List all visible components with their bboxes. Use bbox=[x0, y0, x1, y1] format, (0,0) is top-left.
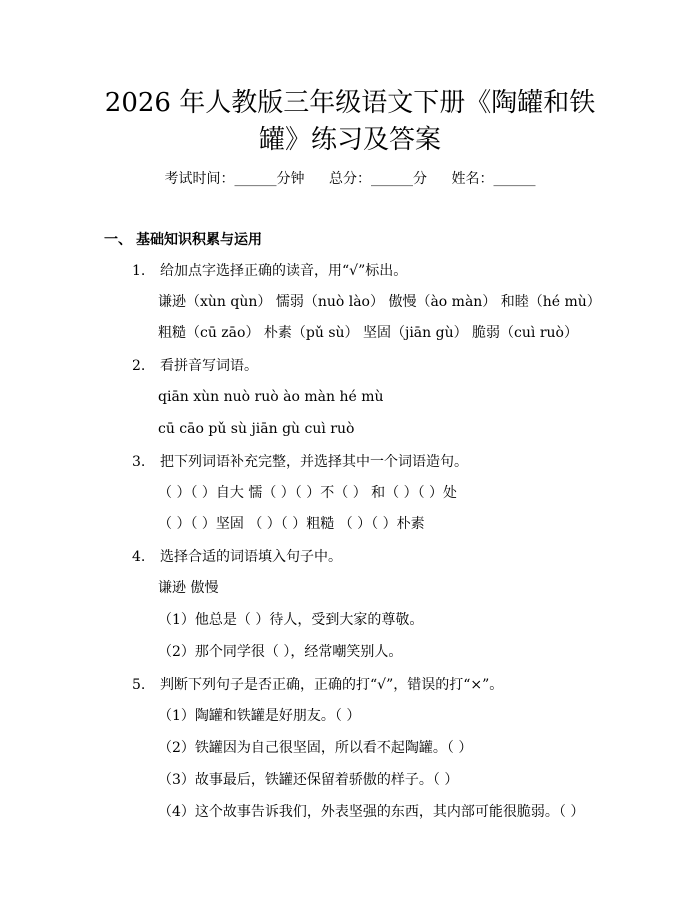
section-1-marker: 一、 bbox=[104, 232, 132, 248]
question-4 bbox=[132, 547, 342, 567]
question-2-number: 2. bbox=[132, 358, 146, 374]
question-2 bbox=[132, 356, 258, 376]
question-3 bbox=[132, 452, 468, 472]
question-5-number: 5. bbox=[132, 677, 146, 693]
exam-meta bbox=[0, 168, 700, 188]
question-4-sentence-1: （1）他总是（ ）待人，受到大家的尊敬。 bbox=[158, 612, 424, 628]
question-3-blanks-row-2: （ ）（ ）坚固 （ ）（ ）粗糙 （ ）（ ）朴素 bbox=[158, 516, 425, 532]
question-5-statement-2: （2）铁罐因为自己很坚固，所以看不起陶罐。（ ） bbox=[158, 740, 473, 756]
question-5-statement-4: （4）这个故事告诉我们，外表坚强的东西，其内部可能很脆弱。（ ） bbox=[158, 804, 585, 820]
question-3-prompt: 把下列词语补充完整，并选择其中一个词语造句。 bbox=[160, 454, 468, 470]
section-1-title: 基础知识积累与运用 bbox=[136, 232, 262, 248]
section-1-heading bbox=[104, 230, 262, 250]
question-3-number: 3. bbox=[132, 454, 146, 470]
question-4-prompt: 选择合适的词语填入句子中。 bbox=[160, 549, 342, 565]
question-1 bbox=[132, 261, 407, 281]
question-5-statement-1: （1）陶罐和铁罐是好朋友。（ ） bbox=[158, 708, 361, 724]
question-2-pinyin-row-2: cū cāo pǔ sù jiān gù cuì ruò bbox=[158, 421, 355, 437]
question-2-prompt: 看拼音写词语。 bbox=[160, 358, 258, 374]
question-4-sentence-2: （2）那个同学很（ ），经常嘲笑别人。 bbox=[158, 644, 403, 660]
student-name: 姓名：______ bbox=[451, 171, 536, 187]
question-5 bbox=[132, 675, 503, 695]
question-1-number: 1. bbox=[132, 263, 146, 279]
document-title-line-1: 2026 年人教版三年级语文下册《陶罐和铁 bbox=[104, 88, 596, 118]
exam-time: 考试时间：______分钟 bbox=[164, 171, 305, 187]
question-1-options-row-2: 粗糙（cū zāo） 朴素（pǔ sù） 坚固（jiān gù） 脆弱（cuì ruò） bbox=[158, 325, 578, 341]
document-title-line-2: 罐》练习及答案 bbox=[258, 125, 441, 155]
question-1-prompt: 给加点字选择正确的读音，用“√”标出。 bbox=[160, 263, 408, 279]
question-4-word-bank: 谦逊 傲慢 bbox=[158, 580, 219, 596]
question-5-statement-3: （3）故事最后，铁罐还保留着骄傲的样子。（ ） bbox=[158, 772, 459, 788]
question-5-prompt: 判断下列句子是否正确，正确的打“√”，错误的打“×”。 bbox=[160, 677, 504, 693]
question-3-blanks-row-1: （ ）（ ）自大 懦（ ）（ ）不（ ） 和（ ）（ ）处 bbox=[158, 485, 458, 501]
exam-score: 总分：______分 bbox=[329, 171, 427, 187]
question-4-number: 4. bbox=[132, 549, 146, 565]
question-1-options-row-1: 谦逊（xùn qùn） 懦弱（nuò lào） 傲慢（ào màn） 和睦（hé mù） bbox=[158, 294, 601, 310]
question-2-pinyin-row-1: qiān xùn nuò ruò ào màn hé mù bbox=[158, 389, 384, 405]
